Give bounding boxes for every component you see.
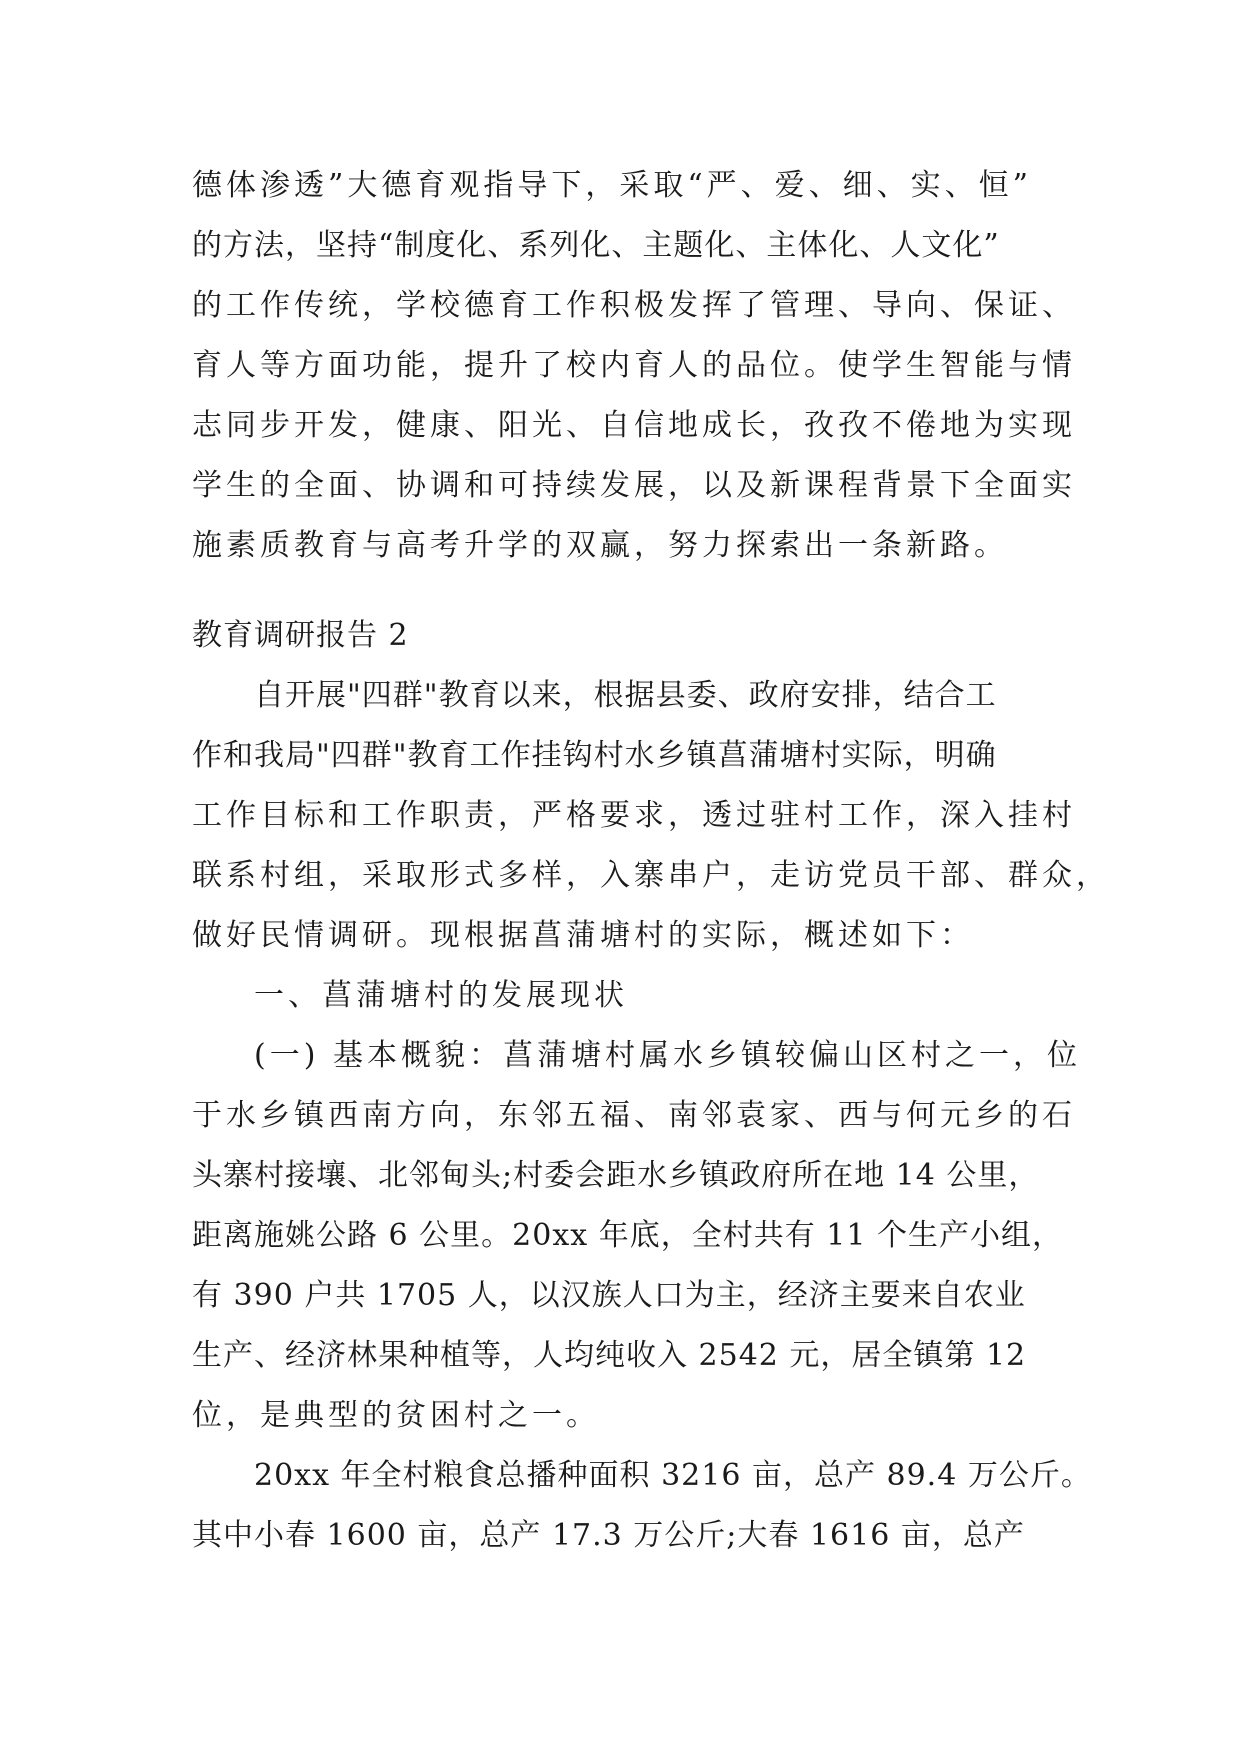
paragraph-line: 学生的全面、协调和可持续发展，以及新课程背景下全面实 <box>192 468 1076 503</box>
paragraph-line: 的方法，坚持“制度化、系列化、主题化、主体化、人文化” <box>192 228 1000 263</box>
paragraph-line: 头寨村接壤、北邻甸头;村委会距水乡镇政府所在地 14 公里， <box>192 1158 1040 1193</box>
paragraph-line: 联系村组，采取形式多样，入寨串户，走访党员干部、群众， <box>192 858 1110 893</box>
report-paragraph-3 <box>192 1446 1092 1566</box>
paragraph-line: 其中小春 1600 亩，总产 17.3 万公斤;大春 1616 亩，总产 <box>192 1518 1025 1553</box>
paragraph-line: 的工作传统，学校德育工作积极发挥了管理、导向、保证、 <box>192 288 1076 323</box>
report-paragraph-2 <box>192 1026 1081 1446</box>
paragraph-line: 自开展"四群"教育以来，根据县委、政府安排，结合工 <box>254 678 997 713</box>
document-page <box>192 156 1110 1566</box>
paragraph-line: 施素质教育与高考升学的双赢，努力探索出一条新路。 <box>192 528 1008 563</box>
paragraph-line: 作和我局"四群"教育工作挂钩村水乡镇菖蒲塘村实际，明确 <box>192 738 997 773</box>
paragraph-line: 工作目标和工作职责，严格要求，透过驻村工作，深入挂村 <box>192 798 1076 833</box>
section-title: 一、菖蒲塘村的发展现状 <box>254 978 628 1013</box>
paragraph-line: 位，是典型的贫困村之一。 <box>192 1398 600 1433</box>
paragraph-line: 生产、经济林果种植等，人均纯收入 2542 元，居全镇第 12 <box>192 1338 1027 1373</box>
intro-paragraph <box>192 156 1076 576</box>
paragraph-line: 20xx 年全村粮食总播种面积 3216 亩，总产 89.4 万公斤。 <box>254 1458 1092 1493</box>
paragraph-line: 做好民情调研。现根据菖蒲塘村的实际，概述如下： <box>192 918 974 953</box>
paragraph-line: 德体渗透”大德育观指导下，采取“严、爱、细、实、恒” <box>192 168 1033 203</box>
paragraph-line: 育人等方面功能，提升了校内育人的品位。使学生智能与情 <box>192 348 1076 383</box>
report-paragraph-1 <box>192 666 1110 966</box>
paragraph-line: (一) 基本概貌：菖蒲塘村属水乡镇较偏山区村之一，位 <box>254 1038 1081 1073</box>
paragraph-line: 志同步开发，健康、阳光、自信地成长，孜孜不倦地为实现 <box>192 408 1076 443</box>
report-heading-block <box>192 606 1072 666</box>
paragraph-line: 于水乡镇西南方向，东邻五福、南邻袁家、西与何元乡的石 <box>192 1098 1076 1133</box>
section-title-block <box>192 966 1072 1026</box>
report-heading: 教育调研报告 2 <box>192 618 409 653</box>
paragraph-line: 距离施姚公路 6 公里。20xx 年底，全村共有 11 个生产小组， <box>192 1218 1063 1253</box>
paragraph-line: 有 390 户共 1705 人，以汉族人口为主，经济主要来自农业 <box>192 1278 1026 1313</box>
